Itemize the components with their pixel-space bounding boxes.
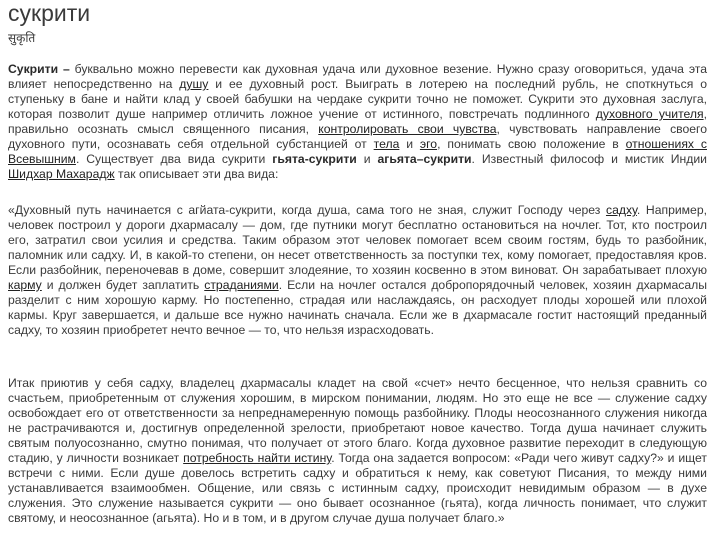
text-run: «Духовный путь начинается с агйата-сукрити, когда душа, сама того не зная, служит Господу через xyxy=(8,203,606,217)
text-run: Итак приютив у себя садху, владелец дхармасалы кладет на свой «счет» нечто бесценное, что нельзя сравнить со счастьем, приобретенным от служения хорошим, в мирском понимании, людям. Но это еще не все — служение садху освобождает его от ответственности за непреднамеренную помощь разбойнику. Плоды неосознанного служения никогда не растрачиваются и, достигнув определенной зрелости, приобретают новое качество. Тогда душа начинает служить святым полуосознанно, смутно понимая, что получает от этого благо. Когда духовное развитие переходит в следующую стадию, у личности возникает xyxy=(8,376,707,465)
text-run: . Например, человек построил у дороги дхармасалу — дом, где путники могут бесплатно остановиться на ночлег. Тот, кто построил его, затратил свои усилия и средства. Таким образом этот человек помогает всем своим гостям, будь то разбойник, паломник или садху. И, в какой-то степени, он несет ответственность за поступки тех, кому помогает, предоставляя кров. Если разбойник, переночевав в доме, совершит злодеяние, то хозяин косвенно в этом виноват. Он зарабатывает плохую xyxy=(8,203,707,277)
link-душу[interactable]: душу xyxy=(179,77,209,91)
text-run: . Тогда она задается вопросом: «Ради чего живут садху?» и ищет встречи с ними. Если душе довелось встретить садху и обратиться к нему, как советуют Писания, то между ними устанавливается взаимообмен. Общение, или связь с истинным садху, происходит невидимым образом — в духе служения. Это служение называется сукрити — оно бывает осознанное (гьята), когда личность понимает, что служит святому, и неосознанное (агьята). Но и в том, и в другом случае душа получает благо.» xyxy=(8,451,708,525)
paragraph-quote-1 xyxy=(8,203,707,338)
text-run: . Известный философ и мистик Индии xyxy=(471,152,707,166)
sanskrit-subtitle: सुकृति xyxy=(8,31,36,45)
text-run: и должен будет заплатить xyxy=(41,278,205,292)
page-title: сукрити xyxy=(8,0,91,26)
link-тела[interactable]: тела xyxy=(373,137,400,151)
link-шидхар-махарадж[interactable]: Шидхар Махарадж xyxy=(8,167,115,181)
text-run: и xyxy=(356,152,378,166)
paragraph-intro xyxy=(8,62,707,182)
link-карму[interactable]: карму xyxy=(8,278,42,292)
text-run: так описывает эти два вида: xyxy=(114,167,279,181)
text-run: , чувствовать направление своего духовного пути, осознавать себя отдельной субстанцией от xyxy=(8,122,708,151)
link-духовного-учителя[interactable]: духовного учителя xyxy=(595,107,704,121)
paragraph-quote-2 xyxy=(8,376,707,526)
link-садху[interactable]: садху xyxy=(605,203,637,217)
article xyxy=(8,0,708,525)
bold-term: Сукрити – xyxy=(8,62,70,76)
link-эго[interactable]: эго xyxy=(419,137,438,151)
text-run: , понимать свою положение в xyxy=(437,137,626,151)
link-страданиями[interactable]: страданиями xyxy=(204,278,279,292)
text-run: буквально можно перевести как духовная удача или духовное везение. Нужно сразу оговориться, удача эта влияет непосредственно на xyxy=(8,62,708,91)
text-run: и ее духовный рост. Выиграть в лотерею на последний рубль, не споткнуться о ступеньку в бане и найти клад у своей бабушки на чердаке сукрити точно не поможет. Сукрити это духовная заслуга, которая позволит душе например отличить ложное учение от истинного, повстречать подлинного xyxy=(8,77,707,121)
bold-term: агьята–сукрити xyxy=(377,152,472,166)
link-отношениях-с-всевышним[interactable]: отношениях с Всевышним xyxy=(8,137,707,166)
text-run: . Если на ночлег остался добропорядочный человек, хозяин дхармасалы разделит с ним хорошую карму. Но постепенно, страдая или наслаждаясь, он расходует плоды хорошей или плохой кармы. Круг завершается, и дальше все нужно начинать сначала. Если же в дхармасале гостит настоящий преданный садху, то хозяин приобретет нечто вечное — то, что нельзя израсходовать. xyxy=(8,278,707,337)
text-run: . Существует два вида сукрити xyxy=(75,152,273,166)
text-run: и xyxy=(399,137,420,151)
text-run: , правильно осознать смысл священного писания, xyxy=(8,107,707,136)
link-потребность-найти-истину[interactable]: потребность найти истину xyxy=(183,451,332,465)
bold-term: гьята-сукрити xyxy=(272,152,357,166)
link-контролировать-свои-чувства[interactable]: контролировать свои чувства xyxy=(318,122,497,136)
